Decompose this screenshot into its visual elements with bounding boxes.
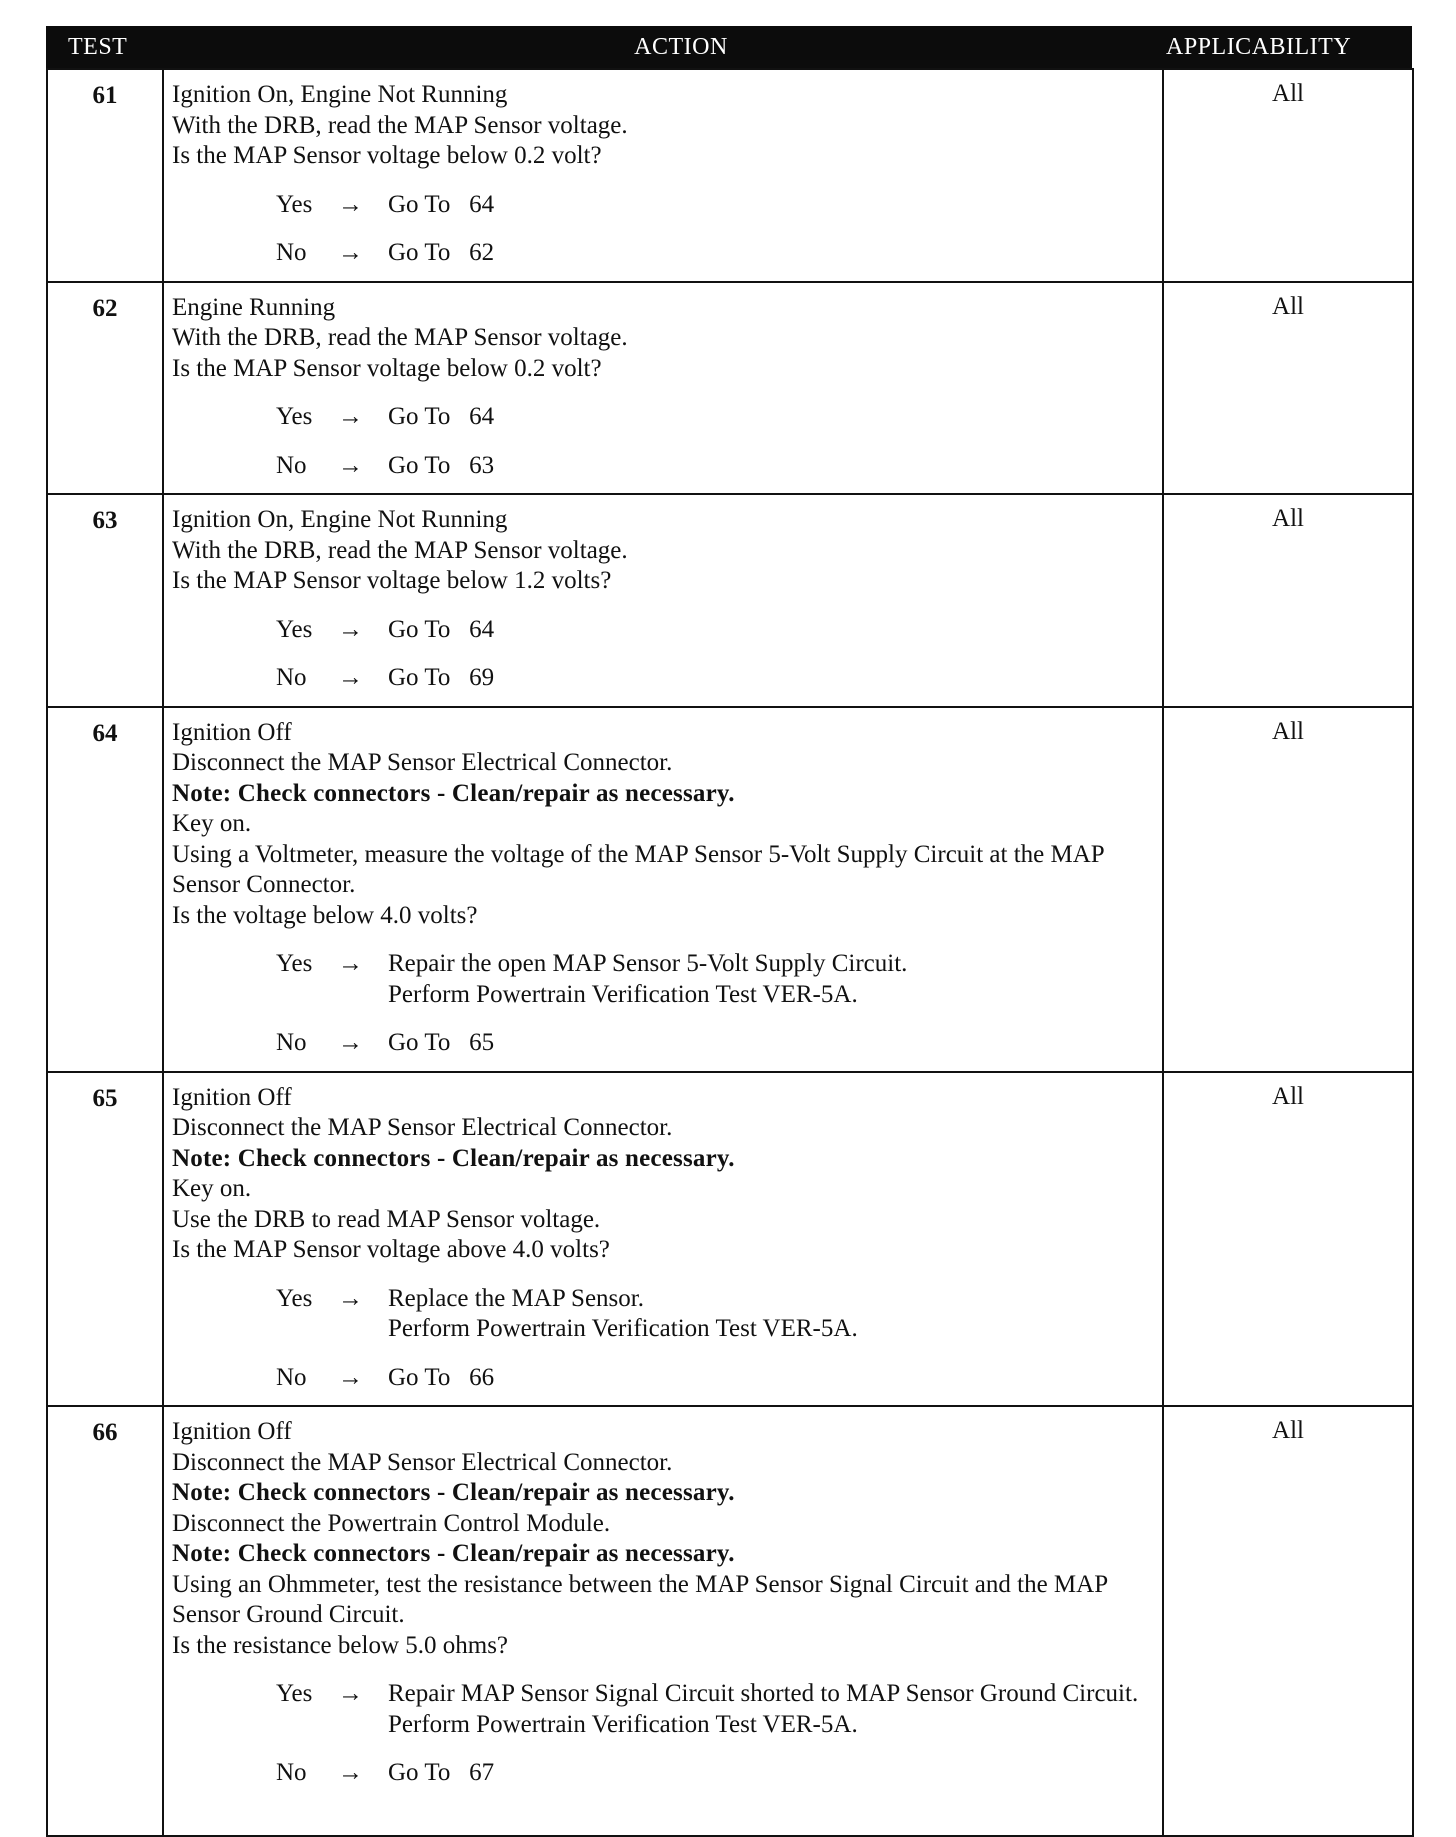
- action-cell: [163, 1406, 1163, 1836]
- yes-label: Yes: [276, 190, 313, 218]
- no-label: No: [276, 1759, 307, 1786]
- action-line: With the DRB, read the MAP Sensor voltage.: [172, 111, 628, 139]
- note-line: Note: Check connectors - Clean/repair as necessary.: [172, 1144, 735, 1172]
- note-line: Note: Check connectors - Clean/repair as necessary.: [172, 779, 735, 807]
- action-line: Is the resistance below 5.0 ohms?: [172, 1631, 509, 1659]
- no-outcome: [388, 1363, 1156, 1394]
- test-number: 66: [47, 1406, 163, 1836]
- right-arrow-icon: →: [338, 664, 363, 691]
- action-line: Use the DRB to read MAP Sensor voltage.: [172, 1205, 601, 1233]
- outcome-line: Go To 65: [388, 1029, 495, 1056]
- yes-branch: [276, 615, 1156, 646]
- yes-branch: [276, 190, 1156, 221]
- outcome-line: Perform Powertrain Verification Test VER-5A.: [388, 1315, 858, 1342]
- no-outcome: [388, 1758, 1156, 1789]
- header-action: ACTION: [634, 34, 728, 60]
- applicability-cell: All: [1163, 69, 1413, 282]
- action-line: Disconnect the MAP Sensor Electrical Connector.: [172, 1448, 673, 1476]
- right-arrow-icon: →: [338, 1680, 363, 1707]
- no-branch: [276, 451, 1156, 482]
- action-line: Ignition Off: [172, 1083, 292, 1111]
- no-label: No: [276, 664, 307, 691]
- table-row: [47, 69, 1413, 282]
- applicability-cell: All: [1163, 1072, 1413, 1407]
- action-line: With the DRB, read the MAP Sensor voltage.: [172, 324, 628, 351]
- test-number: 65: [47, 1072, 163, 1407]
- action-line: Is the MAP Sensor voltage above 4.0 volts?: [172, 1236, 610, 1263]
- yes-outcome: [388, 190, 1156, 221]
- test-number: 63: [47, 494, 163, 707]
- outcome-line: Go To 63: [388, 451, 495, 479]
- outcome-line: Repair MAP Sensor Signal Circuit shorted to MAP Sensor Ground Circuit.: [388, 1680, 1139, 1707]
- yes-label: Yes: [276, 615, 313, 643]
- header-applicability: APPLICABILITY: [1166, 34, 1352, 60]
- yes-branch: [276, 1284, 1156, 1345]
- test-number: 62: [47, 282, 163, 495]
- applicability-cell: All: [1163, 707, 1413, 1072]
- yes-branch: [276, 949, 1156, 1010]
- outcome-line: Go To 64: [388, 190, 495, 218]
- table-row: [47, 1406, 1413, 1836]
- action-line: Disconnect the MAP Sensor Electrical Connector.: [172, 749, 673, 776]
- action-line: Key on.: [172, 810, 252, 837]
- action-line: Using an Ohmmeter, test the resistance between the MAP Sensor Signal Circuit and the MAP Sensor Ground Circuit.: [172, 1570, 1108, 1628]
- action-line: Using a Voltmeter, measure the voltage of the MAP Sensor 5-Volt Supply Circuit at the MAP Sensor Connector.: [172, 840, 1104, 898]
- action-line: Is the MAP Sensor voltage below 1.2 volts?: [172, 567, 612, 594]
- right-arrow-icon: →: [338, 403, 363, 430]
- action-line: Ignition On, Engine Not Running: [172, 81, 508, 108]
- no-branch: [276, 663, 1156, 694]
- test-rows-table: [46, 68, 1414, 1837]
- no-label: No: [276, 451, 307, 479]
- action-line: Ignition Off: [172, 718, 292, 746]
- table-header: [46, 26, 1412, 68]
- applicability-cell: All: [1163, 282, 1413, 495]
- yes-label: Yes: [276, 1680, 313, 1707]
- yes-label: Yes: [276, 1284, 313, 1312]
- note-line: Note: Check connectors - Clean/repair as necessary.: [172, 1479, 735, 1506]
- diagnostic-test-table: [46, 26, 1412, 1821]
- action-cell: [163, 707, 1163, 1072]
- action-line: Ignition Off: [172, 1418, 292, 1445]
- right-arrow-icon: →: [338, 950, 363, 977]
- outcome-line: Go To 67: [388, 1759, 495, 1786]
- action-line: With the DRB, read the MAP Sensor voltage.: [172, 536, 628, 564]
- no-outcome: [388, 1028, 1156, 1059]
- action-line: Key on.: [172, 1175, 252, 1202]
- action-line: Ignition On, Engine Not Running: [172, 506, 508, 533]
- yes-branch: [276, 1679, 1156, 1740]
- outcome-line: Replace the MAP Sensor.: [388, 1284, 644, 1312]
- no-outcome: [388, 451, 1156, 482]
- right-arrow-icon: →: [338, 239, 363, 266]
- outcome-line: Go To 64: [388, 403, 495, 430]
- action-cell: [163, 494, 1163, 707]
- action-cell: [163, 1072, 1163, 1407]
- action-cell: [163, 69, 1163, 282]
- note-line: Note: Check connectors - Clean/repair as necessary.: [172, 1540, 735, 1567]
- table-row: [47, 1072, 1413, 1407]
- right-arrow-icon: →: [338, 1029, 363, 1056]
- outcome-line: Go To 64: [388, 615, 495, 643]
- action-line: Is the MAP Sensor voltage below 0.2 volt?: [172, 142, 602, 169]
- yes-label: Yes: [276, 403, 313, 430]
- action-cell: [163, 282, 1163, 495]
- right-arrow-icon: →: [338, 1759, 363, 1786]
- no-outcome: [388, 238, 1156, 269]
- action-line: Engine Running: [172, 293, 336, 321]
- action-line: Disconnect the MAP Sensor Electrical Connector.: [172, 1114, 673, 1141]
- right-arrow-icon: →: [338, 1284, 363, 1312]
- outcome-line: Go To 69: [388, 664, 495, 691]
- test-number: 64: [47, 707, 163, 1072]
- right-arrow-icon: →: [338, 615, 363, 643]
- action-line: Is the MAP Sensor voltage below 0.2 volt?: [172, 354, 602, 382]
- action-line: Is the voltage below 4.0 volts?: [172, 901, 478, 929]
- table-row: [47, 707, 1413, 1072]
- outcome-line: Repair the open MAP Sensor 5-Volt Supply Circuit.: [388, 950, 908, 977]
- yes-outcome: [388, 949, 1156, 1010]
- table-row: [47, 282, 1413, 495]
- no-outcome: [388, 663, 1156, 694]
- applicability-cell: All: [1163, 494, 1413, 707]
- no-branch: [276, 1758, 1156, 1789]
- outcome-line: Perform Powertrain Verification Test VER-5A.: [388, 980, 858, 1008]
- action-line: Disconnect the Powertrain Control Module.: [172, 1509, 611, 1537]
- applicability-cell: All: [1163, 1406, 1413, 1836]
- yes-branch: [276, 402, 1156, 433]
- no-label: No: [276, 1029, 307, 1056]
- no-branch: [276, 1363, 1156, 1394]
- no-label: No: [276, 239, 307, 266]
- test-number: 61: [47, 69, 163, 282]
- right-arrow-icon: →: [338, 1363, 363, 1391]
- outcome-line: Perform Powertrain Verification Test VER-5A.: [388, 1710, 858, 1738]
- yes-outcome: [388, 1284, 1156, 1345]
- no-branch: [276, 1028, 1156, 1059]
- header-test: TEST: [68, 34, 128, 60]
- yes-outcome: [388, 615, 1156, 646]
- outcome-line: Go To 66: [388, 1363, 495, 1391]
- no-branch: [276, 238, 1156, 269]
- right-arrow-icon: →: [338, 190, 363, 218]
- right-arrow-icon: →: [338, 451, 363, 479]
- yes-label: Yes: [276, 950, 313, 977]
- yes-outcome: [388, 402, 1156, 433]
- outcome-line: Go To 62: [388, 239, 495, 266]
- no-label: No: [276, 1363, 307, 1391]
- yes-outcome: [388, 1679, 1156, 1740]
- table-row: [47, 494, 1413, 707]
